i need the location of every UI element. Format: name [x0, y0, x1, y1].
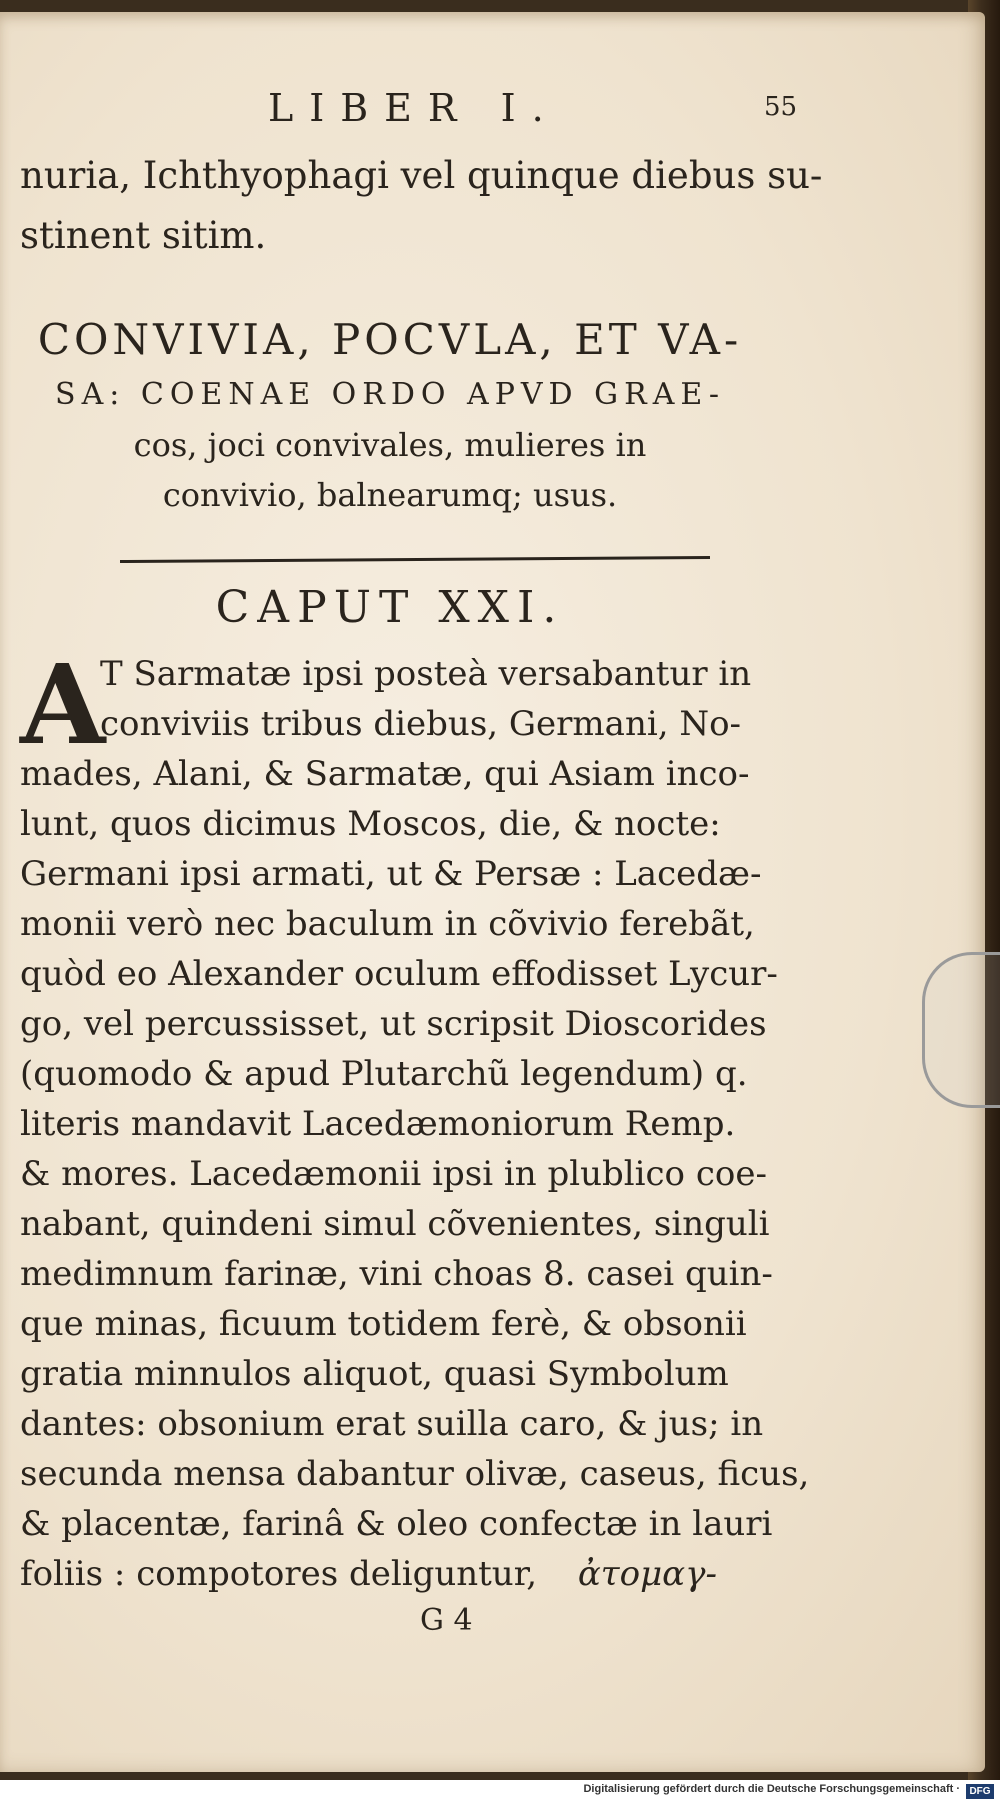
horizontal-rule [120, 556, 710, 563]
text-line: nuria, Ichthyophagi vel quinque diebus su- [20, 154, 823, 197]
text-line: dantes: obsonium erat suilla caro, & jus; in [20, 1404, 764, 1444]
text-line: medimnum farinæ, vini choas 8. casei quin- [20, 1254, 773, 1294]
body-text [20, 640, 810, 1643]
text-line: & placentæ, farinâ & oleo confectæ in lauri [20, 1504, 773, 1544]
page-number: 55 [764, 92, 798, 122]
text-line: Germani ipsi armati, ut & Persæ : Lacedæ- [20, 854, 762, 894]
drop-cap: A [20, 640, 106, 769]
heading-line: convivio, balnearumq; usus. [162, 476, 618, 514]
page-clip [922, 952, 1000, 1108]
text-line: go, vel percussisset, ut scripsit Dioscorides [20, 1004, 767, 1044]
text-line: monii verò nec baculum in cõvivio ferebãt, [20, 904, 755, 944]
text-line: secunda mensa dabantur olivæ, caseus, ficus, [20, 1454, 810, 1494]
text-line: T Sarmatæ ipsi posteà versabantur in [100, 654, 752, 694]
heading-line: CONVIVIA, POCVLA, ET VA- [37, 315, 743, 364]
signature-mark: G 4 [420, 1603, 473, 1638]
text-line: lunt, quos dicimus Moscos, die, & nocte: [20, 804, 721, 844]
text-line: & mores. Lacedæmonii ipsi in plublico coe- [20, 1154, 767, 1194]
chapter-number: CAPUT XXI. [215, 582, 565, 633]
catchword: ἀτομαγ- [577, 1554, 717, 1594]
text-line: que minas, ficuum totidem ferè, & obsonii [20, 1304, 747, 1344]
heading-line: cos, joci convivales, mulieres in [133, 426, 647, 464]
digitization-footer [0, 1780, 1000, 1803]
running-head [20, 86, 810, 146]
dfg-logo-icon: DFG [966, 1784, 994, 1799]
text-line: nabant, quindeni simul cõvenientes, singuli [20, 1204, 770, 1244]
text-line: quòd eo Alexander oculum effodisset Lycur- [20, 954, 778, 994]
text-line: literis mandavit Lacedæmoniorum Remp. [20, 1104, 736, 1144]
text-line: (quomodo & apud Plutarchũ legendum) q. [20, 1054, 748, 1094]
last-line-text: foliis : compotores deliguntur, [20, 1554, 538, 1594]
chapter-heading [20, 310, 760, 520]
funding-credit: Digitalisierung gefördert durch die Deutsche Forschungsgemeinschaft · [583, 1783, 960, 1795]
running-head-title: LIBER I. [268, 86, 560, 130]
text-line: gratia minnulos aliquot, quasi Symbolum [20, 1354, 729, 1394]
text-line: mades, Alani, & Sarmatæ, qui Asiam inco- [20, 754, 750, 794]
text-line: stinent sitim. [20, 214, 267, 257]
text-line: conviviis tribus diebus, Germani, No- [100, 704, 742, 744]
page-text [20, 86, 823, 1643]
heading-line: SA: COENAE ORDO APVD GRAE- [55, 377, 725, 412]
text-line [20, 1549, 810, 1599]
